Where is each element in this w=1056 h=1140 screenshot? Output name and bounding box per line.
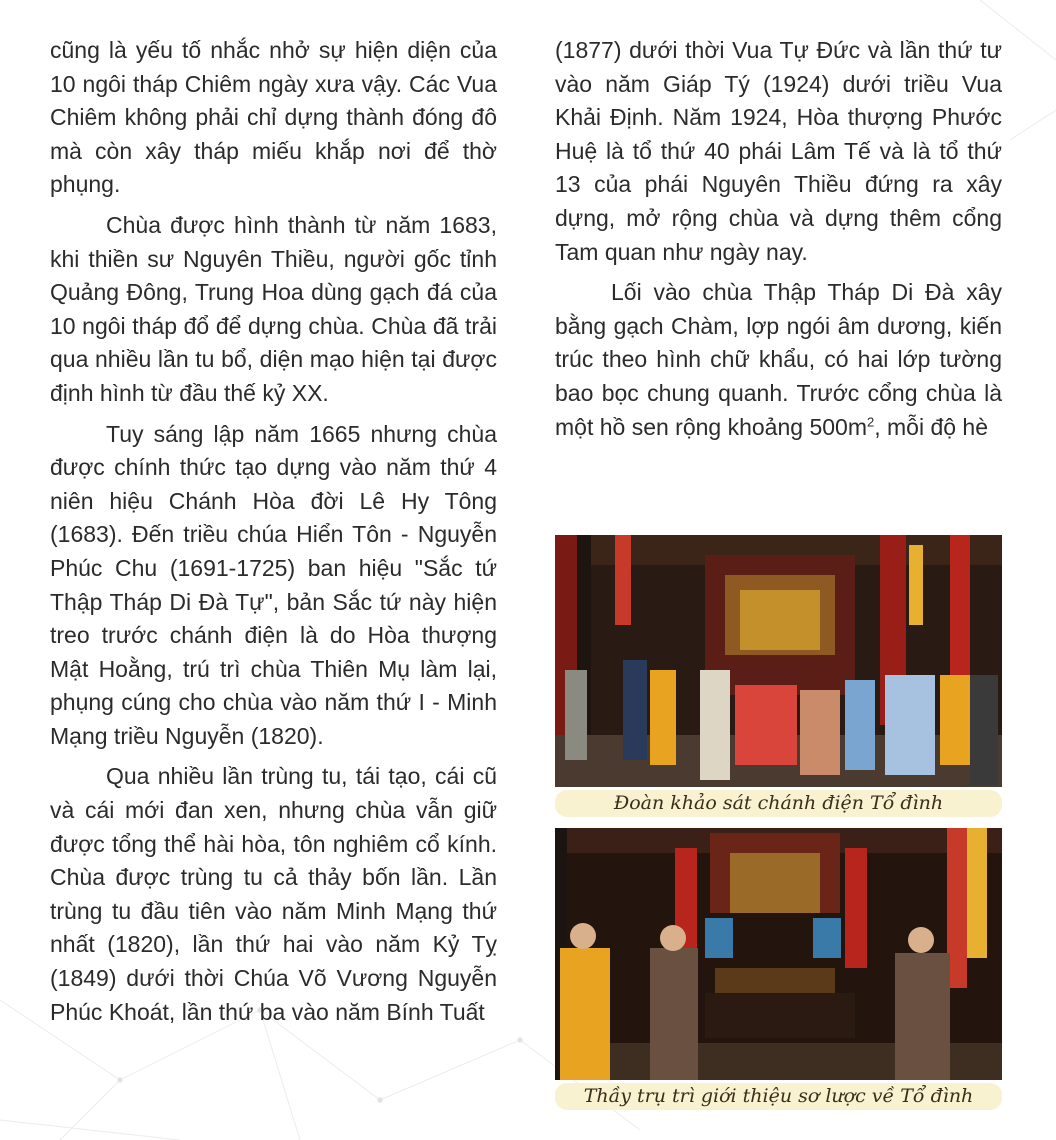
figure-main-hall xyxy=(555,535,1002,817)
superscript: 2 xyxy=(866,413,875,429)
figure-caption: Thầy trụ trì giới thiệu sơ lược về Tổ đình xyxy=(555,1083,1002,1110)
paragraph: cũng là yếu tố nhắc nhở sự hiện diện của 10 ngôi tháp Chiêm ngày xưa vậy. Các Vua Chiêm không phải chỉ dựng thành đóng đô mà còn xây tháp miếu khắp nơi để thờ phụng. xyxy=(50,37,497,198)
left-text-column xyxy=(50,34,497,1029)
paragraph-with-superscript xyxy=(555,276,1002,444)
paragraph-text: Lối vào chùa Thập Tháp Di Đà xây bằng gạch Chàm, lợp ngói âm dương, kiến trúc theo hình chữ khẩu, có hai lớp tường bao bọc chung quanh. Trước cổng chùa là một hồ sen rộng khoảng 500m xyxy=(555,279,1002,440)
figure-abbot xyxy=(555,828,1002,1110)
paragraph: Qua nhiều lần trùng tu, tái tạo, cái cũ và cái mới đan xen, nhưng chùa vẫn giữ được tổng thể hài hòa, tôn nghiêm cổ kính. Chùa được trùng tu cả thảy bốn lần. Lần trùng tu đầu tiên vào năm Minh Mạng thứ nhất (1820), lần thứ hai vào năm Kỷ Tỵ (1849) dưới thời Chúa Võ Vương Nguyễn Phúc Khoát, lần thứ ba vào năm Bính Tuất xyxy=(50,763,497,1025)
paragraph: Tuy sáng lập năm 1665 nhưng chùa được chính thức tạo dựng vào năm thứ 4 niên hiệu Chánh Hòa đời Lê Hy Tông (1683). Đến triều chúa Hiển Tôn - Nguyễn Phúc Chu (1691-1725) ban hiệu "Sắc tứ Thập Tháp Di Đà Tự", bản Sắc tứ này hiện treo trước chánh điện là do Hòa thượng Mật Hoằng, trú trì chùa Thiên Mụ làm lại, phụng cúng cho chùa vào năm thứ I - Minh Mạng triều Nguyễn (1820). xyxy=(50,420,497,749)
paragraph: (1877) dưới thời Vua Tự Đức và lần thứ tư vào năm Giáp Tý (1924) dưới triều Vua Khải Định. Năm 1924, Hòa thượng Phước Huệ là tổ thứ 40 phái Lâm Tế và là tổ thứ 13 của phái Nguyên Thiều đứng ra xây dựng, mở rộng chùa và dựng thêm cổng Tam quan như ngày nay. xyxy=(555,37,1002,265)
photo-survey-group xyxy=(555,535,1002,787)
figure-caption: Đoàn khảo sát chánh điện Tổ đình xyxy=(555,790,1002,817)
paragraph-text: , mỗi độ hè xyxy=(874,413,989,440)
photo-abbot-introduction xyxy=(555,828,1002,1080)
right-text-column xyxy=(555,34,1002,444)
paragraph: Chùa được hình thành từ năm 1683, khi thiền sư Nguyên Thiều, người gốc tỉnh Quảng Đông, Trung Hoa dùng gạch đá của 10 ngôi tháp đổ để dựng chùa. Chùa đã trải qua nhiều lần tu bổ, diện mạo hiện tại được định hình từ đầu thế kỷ XX. xyxy=(50,211,497,406)
